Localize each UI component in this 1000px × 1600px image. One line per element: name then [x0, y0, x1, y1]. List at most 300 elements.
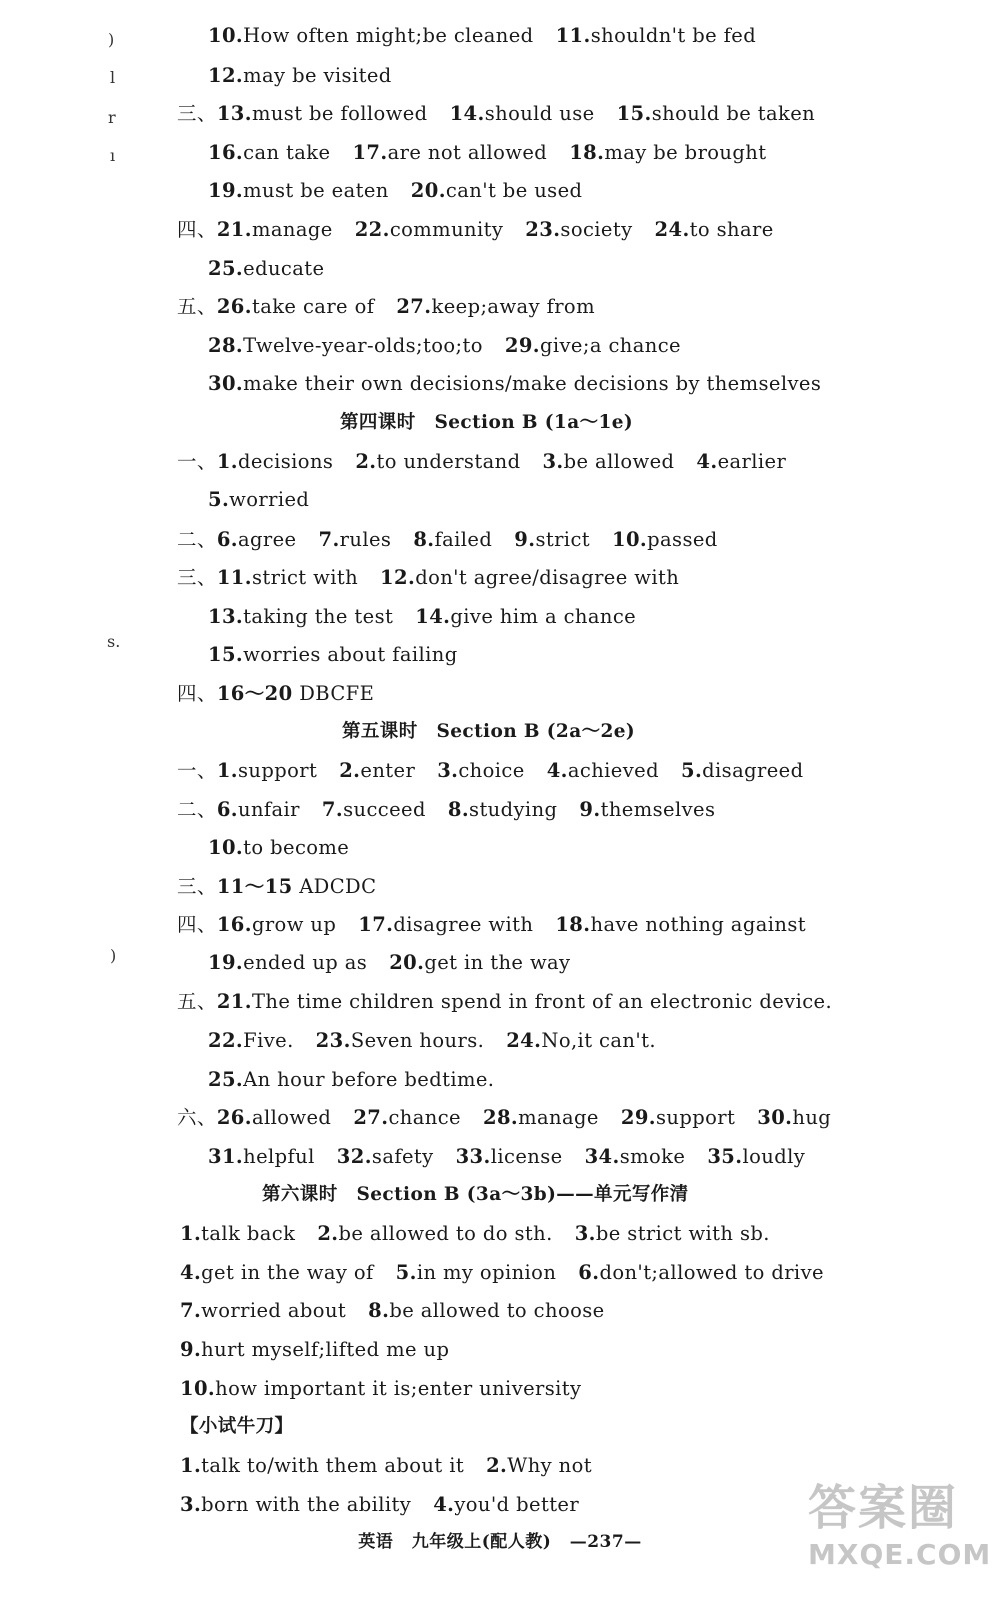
answer-item — [208, 1144, 315, 1170]
answer-line — [208, 178, 582, 204]
answer-text: studying — [469, 798, 558, 821]
footer-page-number: —237— — [569, 1532, 642, 1552]
question-number: 6. — [578, 1261, 600, 1284]
answer-text: hurt myself;lifted me up — [201, 1338, 450, 1361]
question-number: 10. — [180, 1377, 216, 1400]
answer-line — [208, 1067, 494, 1093]
answer-line — [180, 1492, 579, 1518]
answer-item — [411, 178, 583, 204]
answer-text: how important it is;enter university — [215, 1377, 582, 1400]
answer-line — [177, 758, 803, 784]
answer-item — [217, 681, 374, 707]
answer-text: be strict with sb. — [595, 1222, 770, 1245]
answer-item — [180, 1453, 464, 1479]
answer-line — [208, 371, 821, 397]
answer-item — [319, 527, 392, 553]
answer-text: are not allowed — [387, 141, 548, 164]
answer-item — [208, 178, 389, 204]
answer-item — [355, 217, 504, 243]
question-number: 18. — [569, 141, 605, 164]
answer-text: The time children spend in front of an electronic device. — [251, 990, 833, 1013]
answer-item — [352, 140, 547, 166]
answer-item — [217, 565, 358, 591]
answer-line — [177, 1105, 831, 1131]
answer-text: An hour before bedtime. — [243, 1068, 495, 1091]
question-number: 8. — [413, 528, 435, 551]
answer-text: shouldn't be fed — [590, 24, 757, 47]
question-number: 30. — [208, 372, 244, 395]
answer-text: take care of — [251, 295, 375, 318]
question-number: 26. — [216, 1106, 252, 1129]
answer-line — [177, 294, 595, 320]
answer-line — [208, 1144, 805, 1170]
question-number: 14. — [415, 605, 451, 628]
answer-text: ended up as — [243, 951, 368, 974]
answer-item — [208, 950, 367, 976]
answer-line — [208, 333, 681, 359]
answer-text: have nothing against — [590, 913, 806, 936]
answer-text: manage — [251, 218, 333, 241]
answer-line — [177, 217, 774, 243]
answer-line — [208, 835, 349, 861]
answer-item — [180, 1376, 581, 1402]
answer-line — [208, 604, 636, 630]
part-marker: 四、 — [177, 913, 217, 936]
answer-item — [322, 797, 426, 823]
answer-item — [413, 527, 492, 553]
question-number: 11～15 — [216, 875, 293, 898]
answer-item — [217, 217, 333, 243]
answer-text: grow up — [251, 913, 337, 936]
answer-text: disagreed — [702, 759, 804, 782]
answer-line — [177, 797, 715, 823]
question-number: 1. — [216, 759, 238, 782]
question-number: 9. — [180, 1338, 202, 1361]
question-number: 24. — [654, 218, 690, 241]
question-number: 3. — [180, 1493, 202, 1516]
question-number: 7. — [318, 528, 340, 551]
answer-text: keep;away from — [431, 295, 595, 318]
answer-text: community — [389, 218, 504, 241]
question-number: 30. — [757, 1106, 793, 1129]
question-number: 10. — [208, 836, 244, 859]
answer-item — [180, 1492, 411, 1518]
answer-item — [514, 527, 590, 553]
part-marker: 三、 — [177, 102, 217, 125]
answer-item — [208, 63, 392, 89]
answer-item — [696, 449, 786, 475]
answer-text: in my opinion — [416, 1261, 557, 1284]
answer-item — [578, 1260, 824, 1286]
question-number: 3. — [437, 759, 459, 782]
answer-line — [208, 1028, 656, 1054]
answer-item — [525, 217, 632, 243]
answer-text: smoke — [619, 1145, 686, 1168]
answer-item — [681, 758, 804, 784]
question-number: 6. — [216, 798, 238, 821]
part-marker: 六、 — [177, 1106, 217, 1129]
answer-item — [217, 874, 377, 900]
question-number: 4. — [433, 1493, 455, 1516]
question-number: 15. — [208, 643, 244, 666]
part-marker: 四、 — [177, 218, 217, 241]
part-marker: 二、 — [177, 528, 217, 551]
question-number: 9. — [514, 528, 536, 551]
answer-text: succeed — [343, 798, 426, 821]
answer-item — [208, 23, 534, 49]
answer-item — [389, 950, 570, 976]
answer-text: be allowed to do sth. — [338, 1222, 553, 1245]
answer-text: Twelve-year-olds;too;to — [243, 334, 483, 357]
question-number: 20. — [410, 179, 446, 202]
answer-item — [617, 101, 816, 127]
answer-line — [180, 1376, 581, 1402]
answer-text: themselves — [600, 798, 716, 821]
answer-text: to understand — [376, 450, 521, 473]
answer-item — [486, 1453, 592, 1479]
question-number: 35. — [707, 1145, 743, 1168]
answer-item — [380, 565, 679, 591]
answer-line — [180, 1337, 449, 1363]
answer-text: society — [560, 218, 633, 241]
footer-subject: 英语 — [358, 1532, 394, 1552]
answer-item — [396, 294, 595, 320]
answer-text: get in the way of — [201, 1261, 374, 1284]
answer-text: hug — [792, 1106, 832, 1129]
answer-text: don't agree/disagree with — [415, 566, 680, 589]
answer-item — [396, 1260, 557, 1286]
margin-marks — [0, 0, 140, 1600]
answer-text: loudly — [742, 1145, 806, 1168]
answer-text: allowed — [251, 1106, 332, 1129]
answer-item — [542, 449, 674, 475]
question-number: 15. — [616, 102, 652, 125]
answer-item — [208, 256, 324, 282]
section-heading: 第五课时 Section B (2a～2e) — [342, 721, 636, 742]
answer-item — [217, 449, 334, 475]
answer-item — [208, 333, 483, 359]
question-number: 3. — [574, 1222, 596, 1245]
question-number: 28. — [482, 1106, 519, 1129]
section-heading: 【小试牛刀】 — [180, 1416, 294, 1437]
answer-item — [317, 1221, 552, 1247]
answer-item — [569, 140, 766, 166]
part-marker: 三、 — [177, 875, 217, 898]
question-number: 33. — [455, 1145, 491, 1168]
answer-item — [505, 333, 681, 359]
answer-line — [208, 63, 392, 89]
question-number: 18. — [555, 913, 591, 936]
question-number: 8. — [447, 798, 470, 821]
answer-item — [208, 1067, 494, 1093]
answer-item — [585, 1144, 686, 1170]
answer-text: make their own decisions/make decisions by themselves — [243, 372, 822, 395]
watermark-logo: 答案圈 — [808, 1480, 959, 1536]
answer-item — [448, 797, 558, 823]
part-marker: 四、 — [177, 682, 217, 705]
answer-item — [355, 449, 520, 475]
question-number: 13. — [208, 605, 244, 628]
answer-text: support — [656, 1106, 736, 1129]
answer-text: taking the test — [243, 605, 394, 628]
answer-line — [177, 565, 679, 591]
part-marker: 一、 — [177, 759, 217, 782]
margin-mark: l — [110, 68, 116, 87]
answer-text: worried — [229, 488, 310, 511]
answer-item — [208, 140, 330, 166]
answer-text: ADCDC — [292, 875, 377, 898]
answer-line — [177, 989, 832, 1015]
question-number: 26. — [216, 295, 252, 318]
answer-text: talk to/with them about it — [201, 1454, 465, 1477]
answer-item — [217, 989, 832, 1015]
answer-item — [180, 1260, 374, 1286]
answer-item — [217, 758, 317, 784]
question-number: 8. — [368, 1299, 390, 1322]
question-number: 9. — [579, 798, 601, 821]
answer-text: to share — [689, 218, 774, 241]
answer-text: give;a chance — [540, 334, 681, 357]
answer-text: rules — [339, 528, 392, 551]
question-number: 10. — [208, 24, 244, 47]
question-number: 25. — [208, 1068, 244, 1091]
answer-text: unfair — [237, 798, 300, 821]
answer-item — [208, 371, 821, 397]
answer-text: agree — [237, 528, 297, 551]
answer-item — [217, 912, 336, 938]
answer-item — [547, 758, 659, 784]
answer-text: enter — [360, 759, 416, 782]
part-marker: 一、 — [177, 450, 217, 473]
answer-item — [433, 1492, 579, 1518]
question-number: 6. — [216, 528, 238, 551]
answer-text: achieved — [567, 759, 659, 782]
answer-text: strict — [535, 528, 590, 551]
answer-item — [208, 835, 349, 861]
watermark-site: MXQE.COM — [808, 1538, 992, 1571]
margin-mark: s. — [107, 632, 121, 651]
question-number: 12. — [208, 64, 244, 87]
answer-text: be allowed to choose — [389, 1299, 605, 1322]
question-number: 21. — [216, 218, 252, 241]
answer-line — [208, 950, 570, 976]
question-number: 5. — [208, 488, 230, 511]
question-number: 21. — [216, 990, 252, 1013]
answer-item — [208, 1028, 294, 1054]
question-number: 14. — [449, 102, 485, 125]
answer-item — [358, 912, 533, 938]
margin-mark: ) — [110, 946, 117, 965]
answer-text: don't;allowed to drive — [599, 1261, 824, 1284]
answer-text: must be eaten — [243, 179, 389, 202]
answer-text: support — [237, 759, 318, 782]
answer-line — [180, 1453, 592, 1479]
answer-text: you'd better — [454, 1493, 580, 1516]
question-number: 5. — [680, 759, 703, 782]
question-number: 20. — [389, 951, 425, 974]
answer-text: can take — [243, 141, 331, 164]
answer-item — [483, 1105, 599, 1131]
footer-grade: 九年级上(配人教) — [411, 1532, 552, 1552]
answer-item — [506, 1028, 656, 1054]
question-number: 17. — [352, 141, 388, 164]
answer-item — [208, 642, 458, 668]
part-marker: 五、 — [177, 990, 217, 1013]
answer-item — [217, 797, 300, 823]
answer-text: manage — [518, 1106, 599, 1129]
answer-item — [180, 1337, 449, 1363]
question-number: 22. — [208, 1029, 244, 1052]
answer-line — [177, 912, 806, 938]
question-number: 5. — [395, 1261, 417, 1284]
answer-item — [208, 487, 309, 513]
answer-item — [217, 101, 428, 127]
answer-line — [177, 449, 786, 475]
question-number: 29. — [504, 334, 540, 357]
question-number: 27. — [396, 295, 432, 318]
answer-text: helpful — [243, 1145, 315, 1168]
answer-text: should be taken — [651, 102, 816, 125]
question-number: 16. — [216, 913, 252, 936]
question-number: 34. — [584, 1145, 620, 1168]
answer-line — [208, 642, 458, 668]
question-number: 23. — [315, 1029, 351, 1052]
answer-line — [177, 874, 376, 900]
answer-text: license — [490, 1145, 563, 1168]
answer-text: worries about failing — [243, 643, 458, 666]
question-number: 4. — [546, 759, 568, 782]
answer-text: How often might;be cleaned — [243, 24, 534, 47]
answer-text: can't be used — [445, 179, 583, 202]
question-number: 2. — [317, 1222, 339, 1245]
section-heading: 第四课时 Section B (1a～1e) — [340, 412, 634, 433]
answer-line — [177, 101, 815, 127]
question-number: 16～20 — [216, 682, 293, 705]
margin-mark: ı — [110, 146, 116, 165]
question-number: 27. — [353, 1106, 389, 1129]
answer-text: get in the way — [424, 951, 571, 974]
answer-text: choice — [458, 759, 525, 782]
answer-line — [177, 527, 718, 553]
section-heading: 第六课时 Section B (3a～3b)——单元写作清 — [262, 1184, 689, 1205]
answer-line — [208, 23, 756, 49]
answer-text: worried about — [201, 1299, 347, 1322]
answer-item — [450, 101, 595, 127]
answer-text: passed — [647, 528, 718, 551]
question-number: 13. — [216, 102, 252, 125]
answer-item — [368, 1298, 604, 1324]
answer-line — [177, 681, 374, 707]
question-number: 31. — [208, 1145, 244, 1168]
question-number: 2. — [355, 450, 377, 473]
margin-mark: ) — [108, 30, 115, 49]
answer-item — [655, 217, 774, 243]
answer-item — [337, 1144, 434, 1170]
answer-text: strict with — [251, 566, 359, 589]
answer-item — [217, 294, 375, 320]
question-number: 17. — [358, 913, 394, 936]
answer-text: decisions — [237, 450, 334, 473]
question-number: 2. — [339, 759, 361, 782]
answer-item — [339, 758, 415, 784]
part-marker: 五、 — [177, 295, 217, 318]
question-number: 7. — [321, 798, 344, 821]
question-number: 22. — [354, 218, 390, 241]
answer-text: give him a chance — [450, 605, 637, 628]
answer-item — [575, 1221, 770, 1247]
answer-item — [208, 604, 393, 630]
question-number: 28. — [208, 334, 244, 357]
question-number: 2. — [486, 1454, 508, 1477]
answer-text: may be brought — [604, 141, 767, 164]
question-number: 16. — [208, 141, 244, 164]
question-number: 11. — [216, 566, 252, 589]
answer-line — [208, 487, 309, 513]
answer-item — [437, 758, 525, 784]
answer-item — [757, 1105, 831, 1131]
answer-text: to become — [243, 836, 350, 859]
answer-text: DBCFE — [292, 682, 375, 705]
answer-item — [707, 1144, 805, 1170]
answer-text: failed — [434, 528, 493, 551]
answer-text: Why not — [507, 1454, 593, 1477]
answer-text: earlier — [717, 450, 787, 473]
question-number: 12. — [380, 566, 416, 589]
answer-item — [353, 1105, 461, 1131]
answer-text: born with the ability — [201, 1493, 412, 1516]
question-number: 10. — [612, 528, 648, 551]
question-number: 25. — [208, 257, 244, 280]
question-number: 29. — [620, 1106, 656, 1129]
part-marker: 三、 — [177, 566, 217, 589]
answer-line — [180, 1298, 605, 1324]
answer-text: talk back — [201, 1222, 296, 1245]
question-number: 1. — [180, 1454, 202, 1477]
answer-item — [556, 23, 757, 49]
answer-item — [180, 1221, 295, 1247]
question-number: 1. — [216, 450, 238, 473]
question-number: 19. — [208, 179, 244, 202]
answer-text: be allowed — [563, 450, 675, 473]
margin-mark: r — [108, 108, 116, 127]
question-number: 1. — [180, 1222, 202, 1245]
answer-line — [180, 1260, 824, 1286]
answer-line — [180, 1221, 770, 1247]
question-number: 4. — [180, 1261, 202, 1284]
answer-line — [208, 140, 766, 166]
answer-text: educate — [243, 257, 325, 280]
answer-text: safety — [371, 1145, 434, 1168]
question-number: 3. — [542, 450, 564, 473]
question-number: 4. — [696, 450, 718, 473]
question-number: 24. — [506, 1029, 542, 1052]
answer-text: chance — [388, 1106, 461, 1129]
answer-item — [180, 1298, 346, 1324]
question-number: 11. — [555, 24, 591, 47]
answer-item — [217, 1105, 332, 1131]
watermark — [808, 1478, 992, 1594]
answer-text: should use — [484, 102, 595, 125]
answer-text: Seven hours. — [350, 1029, 485, 1052]
answer-item — [415, 604, 636, 630]
answer-item — [217, 527, 297, 553]
answer-item — [316, 1028, 485, 1054]
question-number: 7. — [180, 1299, 202, 1322]
question-number: 19. — [208, 951, 244, 974]
part-marker: 二、 — [177, 798, 217, 821]
answer-item — [579, 797, 715, 823]
answer-text: must be followed — [251, 102, 428, 125]
